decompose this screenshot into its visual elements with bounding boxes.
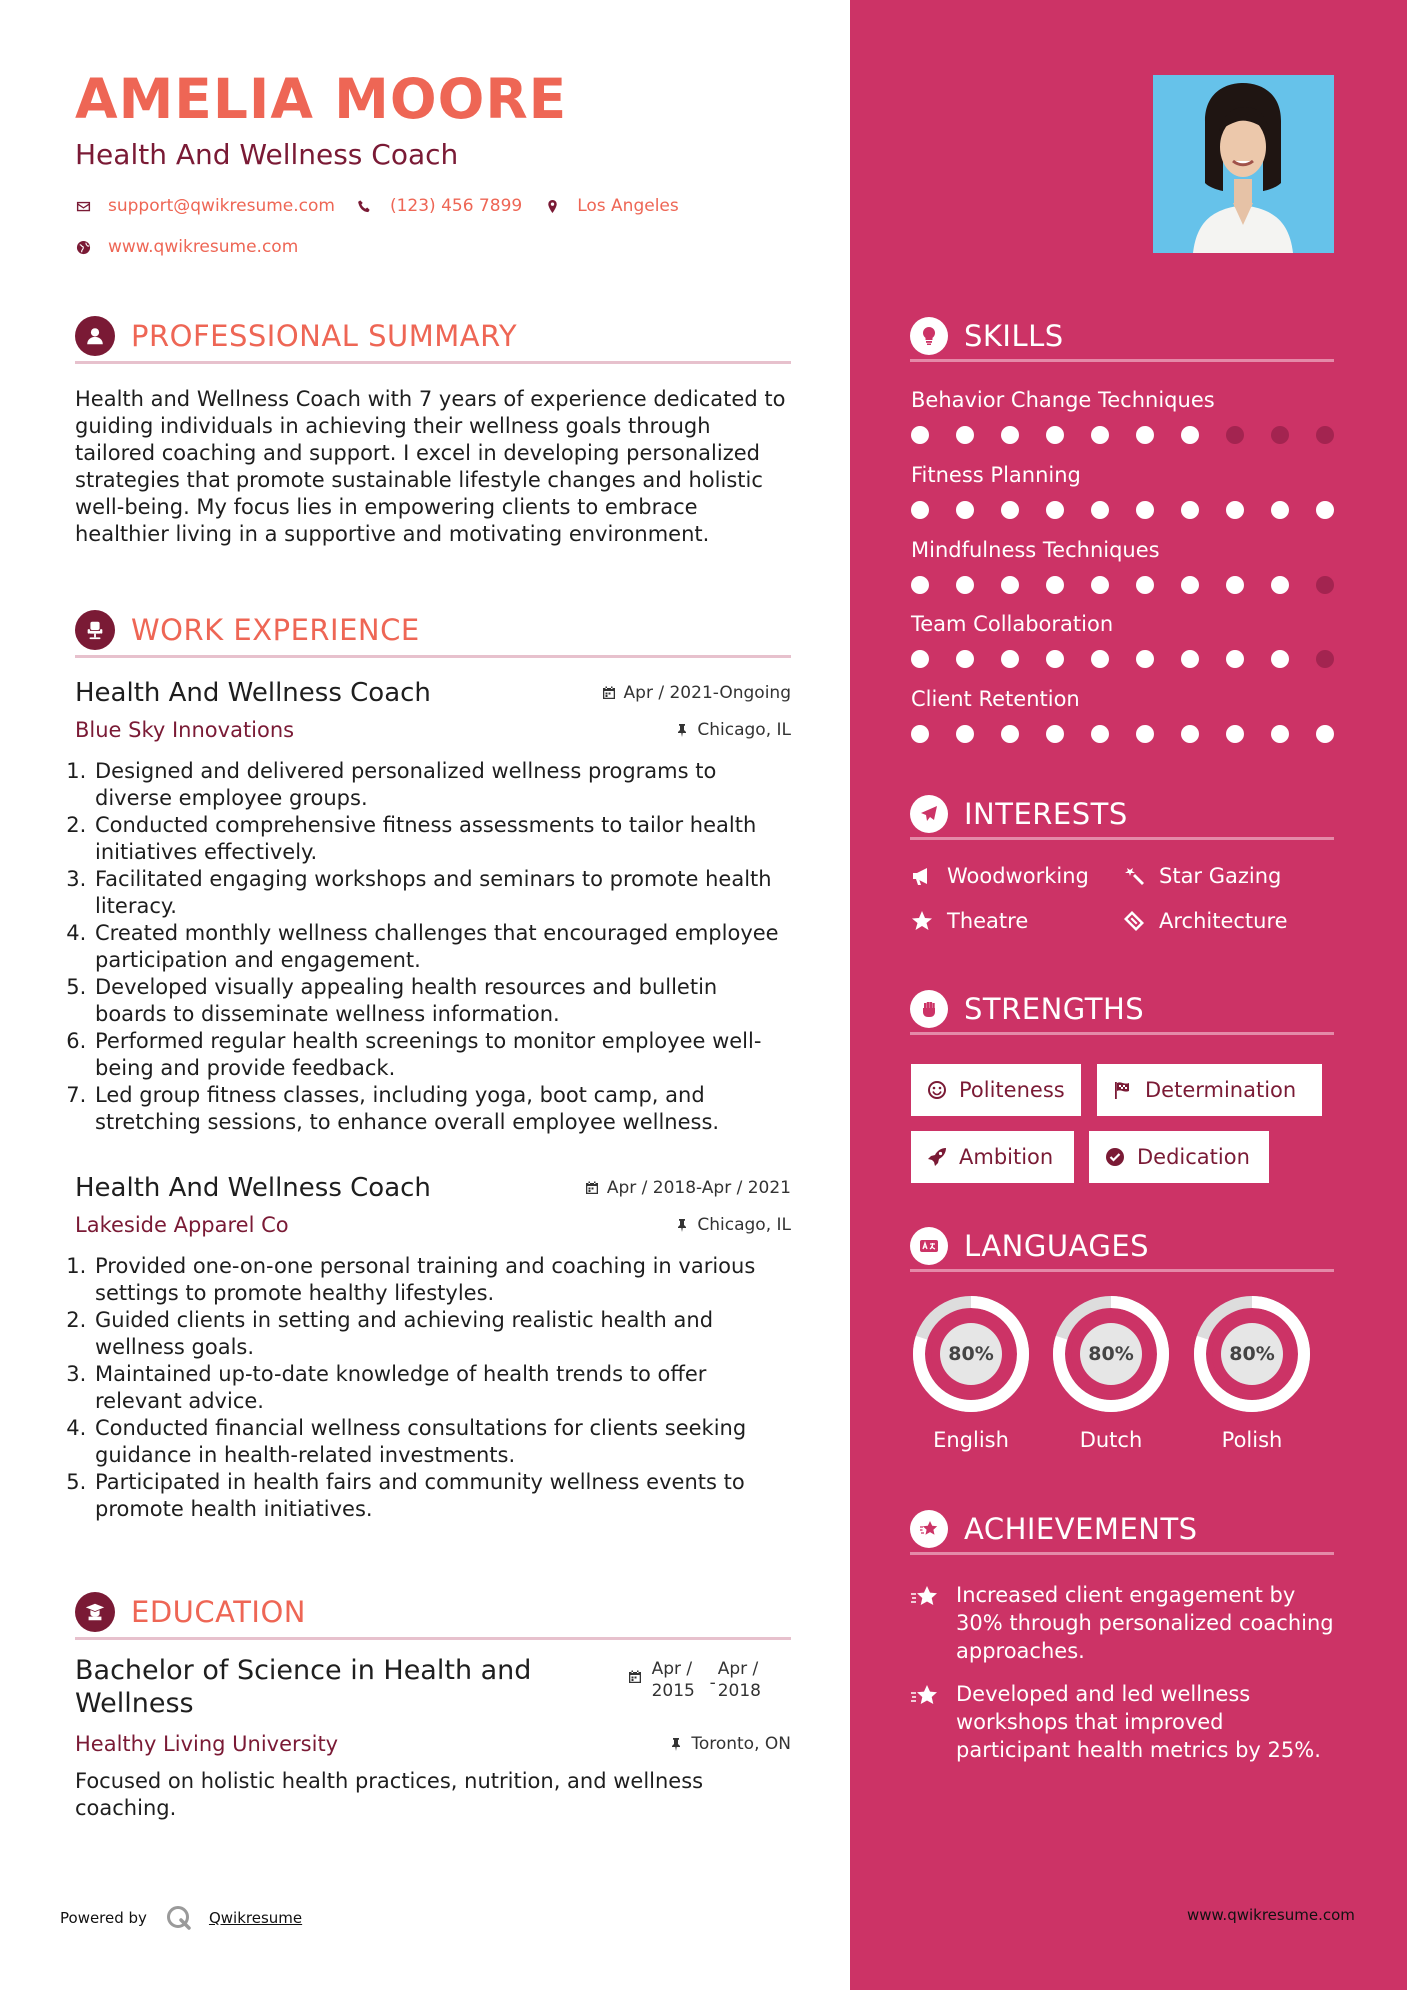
list-item: 5. Participated in health fairs and community wellness events to promote health initiatives.	[93, 1469, 791, 1523]
strength-badge	[911, 1131, 1074, 1183]
rating-dot-empty	[1226, 426, 1244, 444]
star-icon	[911, 910, 933, 932]
education-start-month: Apr /	[651, 1659, 693, 1679]
contact-row	[75, 196, 701, 216]
skill-name: Client Retention	[911, 687, 1080, 711]
skill-item	[911, 463, 1335, 519]
school-name: Healthy Living University	[75, 1732, 339, 1756]
rating-dot-filled	[1181, 725, 1199, 743]
list-item: 6. Performed regular health screenings to monitor employee well-being and provide feedback.	[93, 1028, 791, 1082]
star-badge-icon	[910, 1510, 948, 1548]
skills-title: SKILLS	[964, 318, 1064, 353]
qwikresume-link[interactable]: Qwikresume	[208, 1909, 303, 1927]
rating-dot-filled	[1226, 501, 1244, 519]
powered-by	[60, 1904, 302, 1932]
flag-icon	[1113, 1080, 1133, 1100]
rating-dot-filled	[956, 650, 974, 668]
map-pin-icon	[544, 198, 560, 214]
job-bullets	[75, 758, 791, 1136]
job-date	[585, 1178, 791, 1198]
strength-badge	[911, 1064, 1081, 1116]
interest-item	[911, 909, 1028, 933]
rating-dot-filled	[1091, 576, 1109, 594]
interests-heading	[910, 790, 1334, 840]
user-icon	[75, 316, 115, 356]
job-bullets	[75, 1253, 791, 1523]
strength-label: Ambition	[959, 1145, 1054, 1169]
education-description: Focused on holistic health practices, nutrition, and wellness coaching.	[75, 1769, 704, 1820]
job-company: Lakeside Apparel Co	[75, 1213, 289, 1237]
skill-name: Mindfulness Techniques	[911, 538, 1160, 562]
rating-dot-filled	[1091, 650, 1109, 668]
rating-dot-filled	[1271, 501, 1289, 519]
paper-plane-icon	[910, 795, 948, 833]
rating-dot-filled	[1091, 501, 1109, 519]
language-name: Polish	[1221, 1428, 1283, 1452]
skill-item	[911, 687, 1335, 743]
language-percent: 80%	[940, 1323, 1002, 1385]
summary-heading	[75, 310, 791, 364]
magic-wand-icon	[1123, 865, 1145, 887]
strengths-title: STRENGTHS	[964, 991, 1145, 1026]
skill-item	[911, 612, 1335, 668]
rating-dot-filled	[1001, 650, 1019, 668]
education-end-month: Apr /	[717, 1659, 759, 1679]
job-title: Health And Wellness Coach	[75, 678, 431, 708]
rating-dot-filled	[1001, 501, 1019, 519]
language-item	[1190, 1294, 1314, 1452]
candidate-title: Health And Wellness Coach	[75, 138, 459, 171]
rating-dot-filled	[1181, 426, 1199, 444]
rating-dot-filled	[1226, 576, 1244, 594]
skill-name: Team Collaboration	[911, 612, 1114, 636]
interest-label: Architecture	[1159, 909, 1288, 933]
translate-icon	[910, 1227, 948, 1265]
rocket-icon	[927, 1147, 947, 1167]
lightbulb-icon	[910, 317, 948, 355]
rating-dot-filled	[911, 650, 929, 668]
qwikresume-logo-icon	[165, 1904, 193, 1932]
strength-label: Dedication	[1137, 1145, 1250, 1169]
language-item	[1049, 1294, 1173, 1452]
ticket-icon	[1123, 910, 1145, 932]
rating-dot-filled	[1136, 426, 1154, 444]
language-percent: 80%	[1221, 1323, 1283, 1385]
achievement-item	[910, 1680, 1334, 1764]
list-item: 4. Conducted financial wellness consultations for clients seeking guidance in health-related investments.	[93, 1415, 791, 1469]
achievements-title: ACHIEVEMENTS	[964, 1511, 1198, 1546]
rating-dot-filled	[956, 501, 974, 519]
rating-dot-filled	[956, 426, 974, 444]
fist-icon	[910, 990, 948, 1028]
rating-dot-filled	[911, 576, 929, 594]
language-item	[909, 1294, 1033, 1452]
experience-heading	[75, 604, 791, 658]
job-date-text: Apr / 2018-Apr / 2021	[606, 1178, 791, 1198]
interest-label: Theatre	[947, 909, 1029, 933]
calendar-icon	[602, 686, 616, 700]
strength-label: Politeness	[959, 1078, 1065, 1102]
skill-rating	[911, 501, 1335, 519]
rating-dot-filled	[1136, 725, 1154, 743]
list-item: 3. Facilitated engaging workshops and seminars to promote health literacy.	[93, 866, 791, 920]
list-item: 2. Guided clients in setting and achieving realistic health and wellness goals.	[93, 1307, 791, 1361]
strength-label: Determination	[1145, 1078, 1297, 1102]
rating-dot-filled	[1271, 725, 1289, 743]
achievement-text: Developed and led wellness workshops that improved participant health metrics by 25%.	[956, 1682, 1321, 1762]
interest-label: Woodworking	[947, 864, 1089, 888]
strengths-heading	[910, 985, 1334, 1035]
rating-dot-empty	[1316, 426, 1334, 444]
education-date	[628, 1658, 761, 1702]
website-link[interactable]: www.qwikresume.com	[108, 237, 299, 257]
skill-item	[911, 388, 1335, 444]
education-entry	[75, 1654, 791, 1822]
rating-dot-filled	[1271, 576, 1289, 594]
list-item: 4. Created monthly wellness challenges that encouraged employee participation and engagement.	[93, 920, 791, 974]
star-icon	[910, 1681, 940, 1711]
list-item: 3. Maintained up-to-date knowledge of health trends to offer relevant advice.	[93, 1361, 791, 1415]
strength-badge	[1097, 1064, 1322, 1116]
rating-dot-empty	[1271, 426, 1289, 444]
list-item: 1. Provided one-on-one personal training and coaching in various settings to promote healthy lifestyles.	[93, 1253, 791, 1307]
rating-dot-filled	[1046, 501, 1064, 519]
job-company: Blue Sky Innovations	[75, 718, 295, 742]
interest-item	[911, 864, 1089, 888]
job-location	[675, 1215, 791, 1235]
website-row	[75, 237, 320, 257]
pushpin-icon	[675, 723, 689, 737]
rating-dot-filled	[1091, 725, 1109, 743]
list-item: 1. Designed and delivered personalized wellness programs to diverse employee groups.	[93, 758, 791, 812]
skill-rating	[911, 725, 1335, 743]
candidate-name: AMELIA MOORE	[75, 67, 568, 131]
education-location-text: Toronto, ON	[691, 1734, 791, 1754]
skill-name: Fitness Planning	[911, 463, 1081, 487]
rating-dot-filled	[1136, 576, 1154, 594]
job-entry	[75, 1173, 791, 1523]
education-title: EDUCATION	[131, 1594, 307, 1629]
job-title: Health And Wellness Coach	[75, 1173, 431, 1203]
phone-icon	[357, 198, 373, 214]
phone-text: (123) 456 7899	[389, 196, 523, 216]
skill-rating	[911, 426, 1335, 444]
rating-dot-filled	[1181, 501, 1199, 519]
footer-website[interactable]: www.qwikresume.com	[1187, 1906, 1355, 1924]
rating-dot-empty	[1316, 576, 1334, 594]
interests-title: INTERESTS	[964, 796, 1128, 831]
calendar-icon	[628, 1670, 642, 1684]
rating-dot-filled	[1181, 576, 1199, 594]
skill-name: Behavior Change Techniques	[911, 388, 1215, 412]
rating-dot-filled	[1001, 576, 1019, 594]
experience-title: WORK EXPERIENCE	[131, 612, 420, 647]
job-location	[675, 720, 791, 740]
list-item: 7. Led group fitness classes, including yoga, boot camp, and stretching sessions, to enhance overall employee wellness.	[93, 1082, 791, 1136]
email-link[interactable]: support@qwikresume.com	[108, 196, 335, 216]
check-circle-icon	[1105, 1147, 1125, 1167]
languages-title: LANGUAGES	[964, 1228, 1150, 1263]
strength-badge	[1089, 1131, 1269, 1183]
skill-item	[911, 538, 1335, 594]
language-name: Dutch	[1079, 1428, 1143, 1452]
profile-photo	[1153, 75, 1334, 253]
rating-dot-filled	[1136, 650, 1154, 668]
graduate-icon	[75, 1592, 115, 1632]
skill-rating	[911, 576, 1335, 594]
rating-dot-filled	[1046, 426, 1064, 444]
education-heading	[75, 1586, 791, 1640]
smile-icon	[927, 1080, 947, 1100]
list-item: 5. Developed visually appealing health resources and bulletin boards to disseminate wellness information.	[93, 974, 791, 1028]
location-text: Los Angeles	[577, 196, 679, 216]
envelope-icon	[75, 198, 91, 214]
rating-dot-filled	[1136, 501, 1154, 519]
achievements-heading	[910, 1505, 1334, 1555]
rating-dot-filled	[911, 501, 929, 519]
rating-dot-filled	[1226, 725, 1244, 743]
powered-by-label: Powered by	[60, 1909, 147, 1927]
pushpin-icon	[675, 1218, 689, 1232]
rating-dot-empty	[1316, 650, 1334, 668]
office-chair-icon	[75, 610, 115, 650]
job-entry	[75, 678, 791, 1136]
job-location-text: Chicago, IL	[697, 720, 791, 740]
rating-dot-filled	[956, 576, 974, 594]
rating-dot-filled	[1046, 576, 1064, 594]
megaphone-icon	[911, 865, 933, 887]
rating-dot-filled	[956, 725, 974, 743]
star-icon	[910, 1582, 940, 1612]
rating-dot-filled	[1046, 725, 1064, 743]
education-start-year: 2015	[651, 1681, 695, 1701]
skill-rating	[911, 650, 1335, 668]
language-name: English	[933, 1428, 1009, 1452]
interest-item	[1123, 909, 1288, 933]
education-date-dash: -	[709, 1673, 716, 1693]
rating-dot-filled	[1046, 650, 1064, 668]
pushpin-icon	[669, 1737, 683, 1751]
rating-dot-filled	[1091, 426, 1109, 444]
list-item: 2. Conducted comprehensive fitness assessments to tailor health initiatives effectively.	[93, 812, 791, 866]
skills-heading	[910, 312, 1334, 362]
summary-text: Health and Wellness Coach with 7 years of experience dedicated to guiding individuals in achieving their wellness goals through tailored coaching and support. I excel in developing personalized strategies that promote sustainable lifestyle changes and holistic well-being. My focus lies in empowering clients to embrace healthier living in a supportive and motivating environment.	[75, 387, 786, 546]
rating-dot-filled	[911, 725, 929, 743]
job-location-text: Chicago, IL	[697, 1215, 791, 1235]
rating-dot-filled	[1001, 426, 1019, 444]
calendar-icon	[585, 1181, 599, 1195]
job-date	[602, 683, 791, 703]
rating-dot-filled	[911, 426, 929, 444]
education-location	[669, 1734, 791, 1754]
language-percent: 80%	[1080, 1323, 1142, 1385]
summary-title: PROFESSIONAL SUMMARY	[131, 318, 518, 353]
interest-label: Star Gazing	[1159, 864, 1282, 888]
education-end-year: 2018	[717, 1681, 761, 1701]
languages-heading	[910, 1222, 1334, 1272]
achievement-item	[910, 1581, 1334, 1665]
rating-dot-filled	[1181, 650, 1199, 668]
interest-item	[1123, 864, 1281, 888]
rating-dot-filled	[1316, 725, 1334, 743]
globe-icon	[75, 239, 91, 255]
achievement-text: Increased client engagement by 30% through personalized coaching approaches.	[956, 1583, 1334, 1663]
rating-dot-filled	[1271, 650, 1289, 668]
rating-dot-filled	[1226, 650, 1244, 668]
degree-title: Bachelor of Science in Health and Wellness	[75, 1655, 532, 1719]
rating-dot-filled	[1001, 725, 1019, 743]
rating-dot-filled	[1316, 501, 1334, 519]
job-date-text: Apr / 2021-Ongoing	[623, 683, 791, 703]
